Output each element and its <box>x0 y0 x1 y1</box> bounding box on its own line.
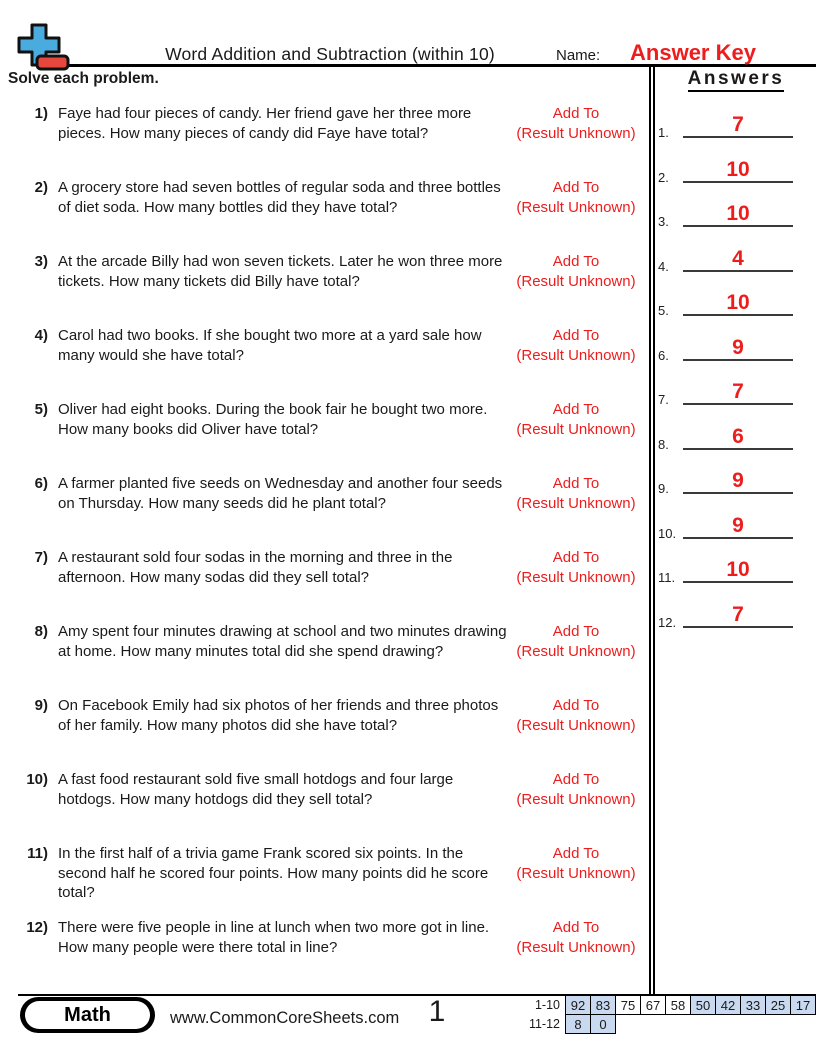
tag-line1: Add To <box>552 549 600 566</box>
instruction-text: Solve each problem. <box>8 70 159 87</box>
tag-line2: (Result Unknown) <box>516 568 636 586</box>
score-table <box>528 995 816 1034</box>
problem-number: 4) <box>34 327 48 344</box>
score-row-2 <box>528 1015 816 1034</box>
score-cell: 8 <box>566 1015 591 1034</box>
answer-blank-line <box>683 181 793 183</box>
tag-line1: Add To <box>552 179 600 196</box>
website-text: www.CommonCoreSheets.com <box>170 1009 400 1027</box>
problem-type-tag <box>508 326 644 365</box>
answer-blank-line <box>683 581 793 583</box>
answer-row-6 <box>655 327 815 361</box>
answer-key-label: Answer Key <box>630 40 756 65</box>
answer-row-9 <box>655 460 815 494</box>
problem-type-tag <box>508 400 644 439</box>
answer-row-4 <box>655 238 815 272</box>
problem-type-tag <box>508 178 644 217</box>
tag-line1: Add To <box>552 105 600 122</box>
tag-line2: (Result Unknown) <box>516 420 636 438</box>
answer-blank-line <box>683 626 793 628</box>
problem-text: A restaurant sold four sodas in the morning and three in the afternoon. How many sodas did they sell total? <box>58 549 453 586</box>
problem-type-tag <box>508 548 644 587</box>
answer-value: 6 <box>732 424 744 448</box>
answer-row-3 <box>655 193 815 227</box>
answer-number: 3. <box>658 214 669 229</box>
tag-line1: Add To <box>552 771 600 788</box>
score-cell: 75 <box>616 996 641 1015</box>
problem-type-tag <box>508 770 644 809</box>
subject-badge-label: Math <box>25 1001 150 1029</box>
tag-line2: (Result Unknown) <box>516 716 636 734</box>
problem-number: 3) <box>34 253 48 270</box>
tag-line2: (Result Unknown) <box>516 272 636 290</box>
problem-text: Faye had four pieces of candy. Her friend gave her three more pieces. How many pieces of candy did Faye have total? <box>58 105 472 142</box>
answer-value: 10 <box>726 202 750 225</box>
answer-blank-line <box>683 359 793 361</box>
answer-row-8 <box>655 416 815 450</box>
answer-blank-line <box>683 314 793 316</box>
answer-value: 10 <box>726 157 750 181</box>
score-row-label: 1-10 <box>534 998 560 1012</box>
tag-line2: (Result Unknown) <box>516 642 636 660</box>
answer-number: 2. <box>658 169 669 185</box>
answer-value: 7 <box>732 113 744 136</box>
score-cell: 42 <box>716 996 741 1015</box>
tag-line1: Add To <box>552 327 600 344</box>
tag-line2: (Result Unknown) <box>516 198 636 216</box>
problem-text: A farmer planted five seeds on Wednesday and another four seeds on Thursday. How many seeds did he plant total? <box>58 475 503 512</box>
tag-line1: Add To <box>552 623 600 640</box>
answer-number: 11. <box>658 570 676 585</box>
answer-value: 9 <box>732 469 744 492</box>
tag-line2: (Result Unknown) <box>516 864 636 882</box>
answer-blank-line <box>683 537 793 539</box>
problem-number: 10) <box>26 771 48 788</box>
tag-line2: (Result Unknown) <box>516 124 636 142</box>
problem-text: A grocery store had seven bottles of regular soda and three bottles of diet soda. How many bottles did they have total? <box>58 179 501 216</box>
answer-value: 10 <box>726 558 750 581</box>
problem-text: On Facebook Emily had six photos of her friends and three photos of her family. How many photos did she have total? <box>58 697 499 734</box>
problem-number: 1) <box>34 105 48 122</box>
answer-number: 5. <box>658 303 669 318</box>
problem-number: 5) <box>34 401 48 418</box>
plus-minus-logo-icon <box>16 22 70 72</box>
answer-value: 9 <box>732 513 744 537</box>
problem-text: At the arcade Billy had won seven tickets. Later he won three more tickets. How many tickets did Billy have total? <box>58 253 503 290</box>
problem-text: A fast food restaurant sold five small hotdogs and four large hotdogs. How many hotdogs did they sell total? <box>58 771 454 808</box>
score-cell: 17 <box>791 996 816 1015</box>
problem-type-tag <box>508 696 644 735</box>
answer-number: 9. <box>658 481 669 496</box>
problem-text: In the first half of a trivia game Frank scored six points. In the second half he scored four points. How many points did he score total? <box>58 845 489 901</box>
score-cell: 0 <box>591 1015 616 1034</box>
tag-line1: Add To <box>552 697 600 714</box>
page-number: 1 <box>428 995 446 1028</box>
tag-line1: Add To <box>552 475 600 492</box>
problem-text: There were five people in line at lunch when two more got in line. How many people were there total in line? <box>58 919 490 956</box>
score-empty <box>616 1015 816 1034</box>
score-cell: 50 <box>691 996 716 1015</box>
answer-value: 4 <box>732 246 744 270</box>
answer-row-2 <box>655 149 815 183</box>
answer-number: 6. <box>658 347 669 363</box>
subject-badge <box>20 997 155 1033</box>
tag-line2: (Result Unknown) <box>516 938 636 956</box>
problem-text: Amy spent four minutes drawing at school and two minutes drawing at home. How many minutes total did she spend drawing? <box>58 623 507 660</box>
answer-blank-line <box>683 403 793 405</box>
answer-row-7 <box>655 371 815 405</box>
problem-type-tag <box>508 104 644 143</box>
answer-number: 7. <box>658 392 669 407</box>
answer-row-10 <box>655 505 815 539</box>
answer-value: 10 <box>726 291 750 314</box>
score-cell: 67 <box>641 996 666 1015</box>
score-cell: 58 <box>666 996 691 1015</box>
problem-type-tag <box>508 474 644 513</box>
answer-value: 7 <box>732 602 744 626</box>
problem-number: 6) <box>34 475 48 492</box>
tag-line1: Add To <box>552 919 600 936</box>
score-cell: 92 <box>566 996 591 1015</box>
tag-line2: (Result Unknown) <box>516 346 636 364</box>
answer-row-5 <box>655 282 815 316</box>
problem-number: 7) <box>34 549 48 566</box>
score-cell: 33 <box>741 996 766 1015</box>
problem-number: 2) <box>34 179 48 196</box>
answer-blank-line <box>683 225 793 227</box>
answers-heading-text: Answers <box>688 68 785 92</box>
answer-number: 10. <box>658 525 677 541</box>
answer-blank-line <box>683 492 793 494</box>
answers-heading <box>660 68 812 90</box>
score-row-label: 11-12 <box>528 1017 560 1031</box>
answer-value: 7 <box>732 380 744 403</box>
score-row-1 <box>528 996 816 1015</box>
tag-line2: (Result Unknown) <box>516 790 636 808</box>
tag-line1: Add To <box>552 401 600 418</box>
score-cell: 25 <box>766 996 791 1015</box>
answer-number: 1. <box>658 125 669 140</box>
problem-text: Carol had two books. If she bought two more at a yard sale how many would she have total? <box>58 327 482 364</box>
problem-number: 9) <box>34 697 48 714</box>
problem-number: 11) <box>27 845 48 862</box>
answer-row-1 <box>655 104 815 138</box>
problem-type-tag <box>508 622 644 661</box>
tag-line1: Add To <box>552 253 600 270</box>
tag-line2: (Result Unknown) <box>516 494 636 512</box>
answer-row-12 <box>655 594 815 628</box>
page-title: Word Addition and Subtraction (within 10) <box>165 44 495 64</box>
problem-type-tag <box>508 252 644 291</box>
problem-text: Oliver had eight books. During the book fair he bought two more. How many books did Oliver have total? <box>58 401 488 438</box>
name-label: Name: <box>556 47 601 64</box>
answer-value: 9 <box>732 335 744 359</box>
problem-type-tag <box>508 918 644 957</box>
answer-number: 4. <box>658 258 669 274</box>
answer-number: 12. <box>658 614 677 630</box>
score-cell: 83 <box>591 996 616 1015</box>
problem-number: 12) <box>26 919 48 936</box>
tag-line1: Add To <box>552 845 600 862</box>
problem-type-tag <box>508 844 644 883</box>
answer-blank-line <box>683 270 793 272</box>
answer-blank-line <box>683 448 793 450</box>
answer-row-11 <box>655 549 815 583</box>
answer-blank-line <box>683 136 793 138</box>
answer-number: 8. <box>658 436 669 452</box>
problem-number: 8) <box>34 623 48 640</box>
